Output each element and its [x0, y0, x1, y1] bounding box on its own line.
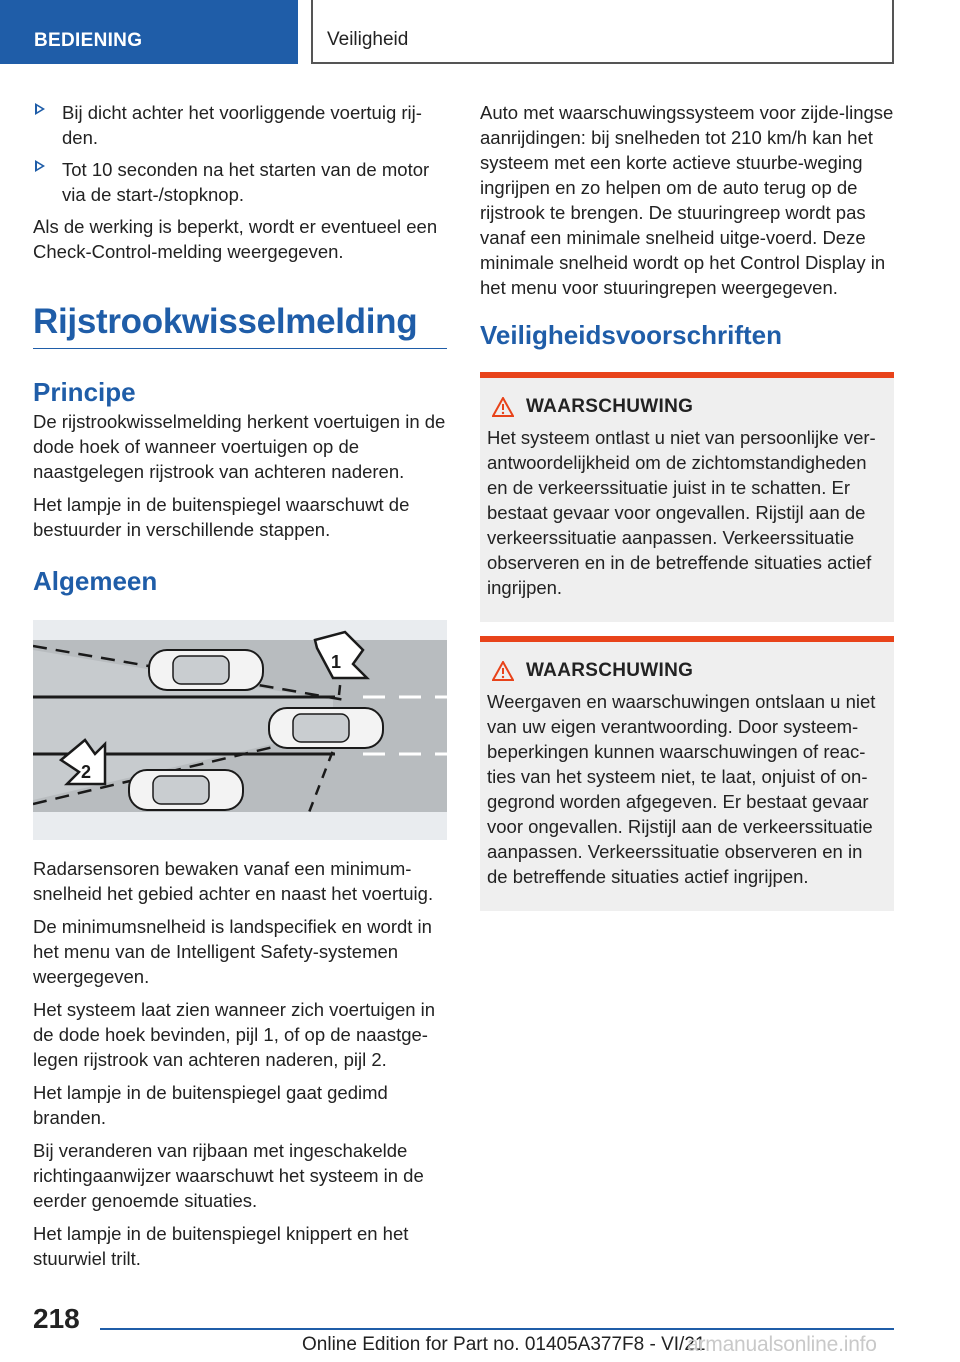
watermark: armanualsonline.info [687, 1333, 877, 1356]
warning-triangle-icon [492, 661, 514, 681]
warning-box [480, 372, 894, 622]
warning-triangle-icon [492, 397, 514, 417]
list-item: Bij dicht achter het voorliggende voertuig rij‐den. [33, 100, 447, 150]
page-number: 218 [33, 1303, 80, 1334]
paragraph: Het lampje in de buitenspiegel gaat gedimd branden. [33, 1082, 388, 1128]
warning-title: WAARSCHUWING [526, 660, 694, 681]
left-column [33, 100, 447, 1279]
car-bottom-lane [129, 770, 243, 810]
own-car [269, 708, 383, 748]
paragraph: Het lampje in de buitenspiegel knippert en het stuurwiel trilt. [33, 1223, 409, 1269]
footer-divider [100, 1328, 894, 1330]
lane-change-illustration [33, 620, 447, 840]
bullet-triangle-icon [35, 160, 45, 172]
arrow-2-label: 2 [81, 762, 92, 782]
section-title: BEDIENING [34, 30, 143, 51]
bullet-triangle-icon [35, 103, 45, 115]
paragraph: Radarsensoren bewaken vanaf een minimum‐snelheid het gebied achter en naast het voertuig. [33, 858, 434, 904]
page-title: Rijstrookwisselmelding [33, 300, 447, 349]
paragraph: Als de werking is beperkt, wordt er eventueel een Check-Control-melding weergegeven. [33, 216, 438, 262]
paragraph: De minimumsnelheid is landspecifiek en wordt in het menu van de Intelligent Safety-systemen weergegeven. [33, 916, 432, 987]
warning-title-row [487, 394, 886, 419]
warning-text: Het systeem ontlast u niet van persoonlijke ver‐antwoordelijkheid om de zichtomstandigheden en de verkeerssituatie juist in te schatten. Er bestaat gevaar voor ongevallen. Rijstijl aan de verkeerssituatie aanpassen. Verkeerssituatie observeren en in de betreffende situaties actief ingrijpen. [487, 427, 876, 598]
warning-title: WAARSCHUWING [526, 396, 694, 417]
subsection-title: Veiligheid [327, 29, 409, 50]
paragraph: Het lampje in de buitenspiegel waarschuwt de bestuurder in verschillende stappen. [33, 494, 410, 540]
warning-text: Weergaven en waarschuwingen ontslaan u niet van uw eigen verantwoording. Door systeem‐beperkingen kunnen waarschuwingen of reac‐ties van het systeem niet, te laat, onjuist of on‐gegrond worden afgegeven. Er bestaat gevaar voor ongevallen. Rijstijl aan de verkeerssituatie aanpassen. Verkeerssituatie observeren en in de betreffende situaties actief ingrijpen. [487, 691, 876, 887]
right-column [480, 100, 894, 925]
heading-safety: Veiligheidsvoorschriften [480, 320, 782, 350]
paragraph: Bij veranderen van rijbaan met ingeschakelde richtingaanwijzer waarschuwt het systeem in de eerder genoemde situaties. [33, 1140, 424, 1211]
car-top-lane [149, 650, 263, 690]
warning-box [480, 636, 894, 911]
paragraph: Het systeem laat zien wanneer zich voertuigen in de dode hoek bevinden, pijl 1, of op de naastge‐legen rijstrook van achteren naderen, pijl 2. [33, 999, 436, 1070]
paragraph: De rijstrookwisselmelding herkent voertuigen in de dode hoek of wanneer voertuigen op de naastgelegen rijstrook van achteren naderen. [33, 411, 446, 482]
arrow-1-label: 1 [331, 652, 342, 672]
heading-principe: Principe [33, 377, 136, 407]
subsection-tab [311, 0, 894, 64]
paragraph: Auto met waarschuwingssysteem voor zijde‐lingse aanrijdingen: bij snelheden tot 210 km/h kan het systeem met een korte actieve stuurbe‐weging ingrijpen en zo helpen om de auto terug op de rijstrook te brengen. De stuuringreep wordt pas vanaf een minimale snelheid uitge‐voerd. Deze minimale snelheid wordt op het Control Display in het menu voor stuuringrepen weergegeven. [480, 102, 894, 298]
section-tab [0, 0, 298, 64]
list-item: Tot 10 seconden na het starten van de motor via de start-/stopknop. [33, 157, 447, 207]
heading-algemeen: Algemeen [33, 566, 158, 596]
edition-text: Online Edition for Part no. 01405A377F8 - VI/21 [302, 1334, 706, 1355]
warning-title-row [487, 658, 886, 683]
